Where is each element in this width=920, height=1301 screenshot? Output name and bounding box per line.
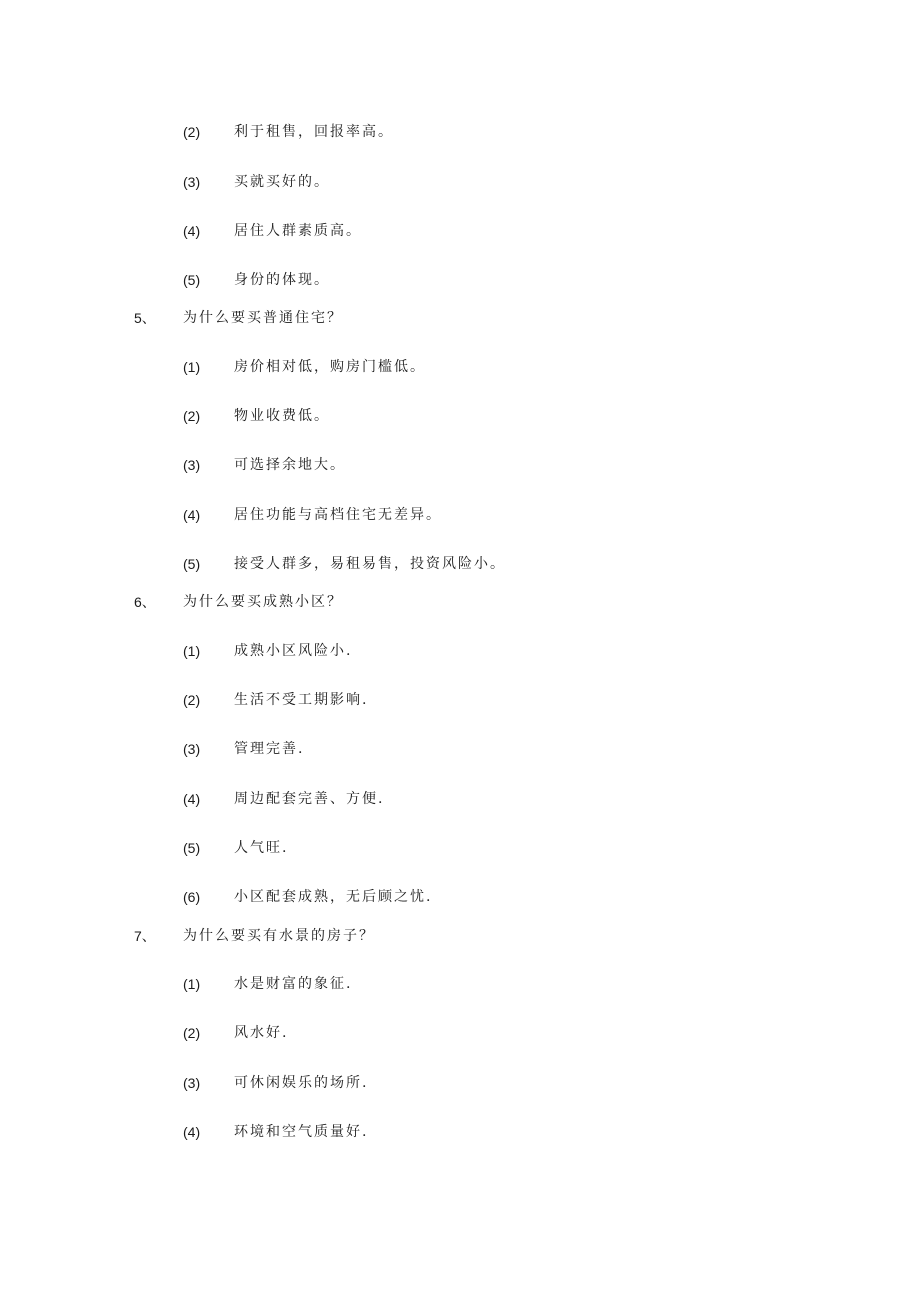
item-text: 买就买好的。: [234, 174, 330, 190]
list-item: [0, 1120, 920, 1144]
item-text: 可选择余地大。: [234, 457, 346, 473]
item-text: 成熟小区风险小.: [234, 643, 353, 659]
item-number: (2): [183, 408, 201, 424]
list-item: [0, 885, 920, 909]
list-item: [0, 170, 920, 194]
question-text: 为什么要买普通住宅？: [183, 310, 343, 326]
question-heading: [0, 924, 920, 948]
item-number: (4): [183, 791, 201, 807]
item-number: (2): [183, 124, 201, 140]
item-text: 物业收费低。: [234, 408, 330, 424]
item-number: (1): [183, 976, 201, 992]
list-item: [0, 836, 920, 860]
list-item: [0, 552, 920, 576]
item-text: 人气旺.: [234, 840, 289, 856]
list-item: [0, 972, 920, 996]
question-heading: [0, 306, 920, 330]
question-number: 5、: [134, 310, 156, 326]
item-text: 居住人群素质高。: [234, 223, 362, 239]
item-number: (2): [183, 692, 201, 708]
question-text: 为什么要买有水景的房子？: [183, 928, 375, 944]
item-text: 水是财富的象征.: [234, 976, 353, 992]
item-number: (5): [183, 840, 201, 856]
list-item: [0, 453, 920, 477]
question-number: 7、: [134, 928, 156, 944]
item-number: (6): [183, 889, 201, 905]
item-text: 利于租售，回报率高。: [234, 124, 394, 140]
item-number: (1): [183, 359, 201, 375]
list-item: [0, 1021, 920, 1045]
item-number: (5): [183, 272, 201, 288]
item-number: (4): [183, 1124, 201, 1140]
item-text: 居住功能与高档住宅无差异。: [234, 507, 442, 523]
item-text: 生活不受工期影响.: [234, 692, 369, 708]
list-item: [0, 737, 920, 761]
question-number: 6、: [134, 594, 156, 610]
item-text: 房价相对低，购房门槛低。: [234, 359, 426, 375]
list-item: [0, 404, 920, 428]
item-number: (4): [183, 223, 201, 239]
list-item: [0, 355, 920, 379]
list-item: [0, 787, 920, 811]
item-text: 小区配套成熟，无后顾之忧.: [234, 889, 433, 905]
item-number: (2): [183, 1025, 201, 1041]
list-item: [0, 120, 920, 144]
item-number: (1): [183, 643, 201, 659]
item-text: 周边配套完善、方便.: [234, 791, 385, 807]
item-text: 可休闲娱乐的场所.: [234, 1075, 369, 1091]
item-text: 管理完善.: [234, 741, 305, 757]
item-text: 接受人群多，易租易售，投资风险小。: [234, 556, 506, 572]
item-number: (5): [183, 556, 201, 572]
list-item: [0, 1071, 920, 1095]
item-text: 身份的体现。: [234, 272, 330, 288]
question-heading: [0, 590, 920, 614]
item-number: (3): [183, 1075, 201, 1091]
item-text: 环境和空气质量好.: [234, 1124, 369, 1140]
list-item: [0, 639, 920, 663]
item-number: (3): [183, 174, 201, 190]
question-text: 为什么要买成熟小区？: [183, 594, 343, 610]
item-number: (3): [183, 741, 201, 757]
item-number: (4): [183, 507, 201, 523]
item-number: (3): [183, 457, 201, 473]
item-text: 风水好.: [234, 1025, 289, 1041]
list-item: [0, 219, 920, 243]
list-item: [0, 268, 920, 292]
list-item: [0, 688, 920, 712]
list-item: [0, 503, 920, 527]
